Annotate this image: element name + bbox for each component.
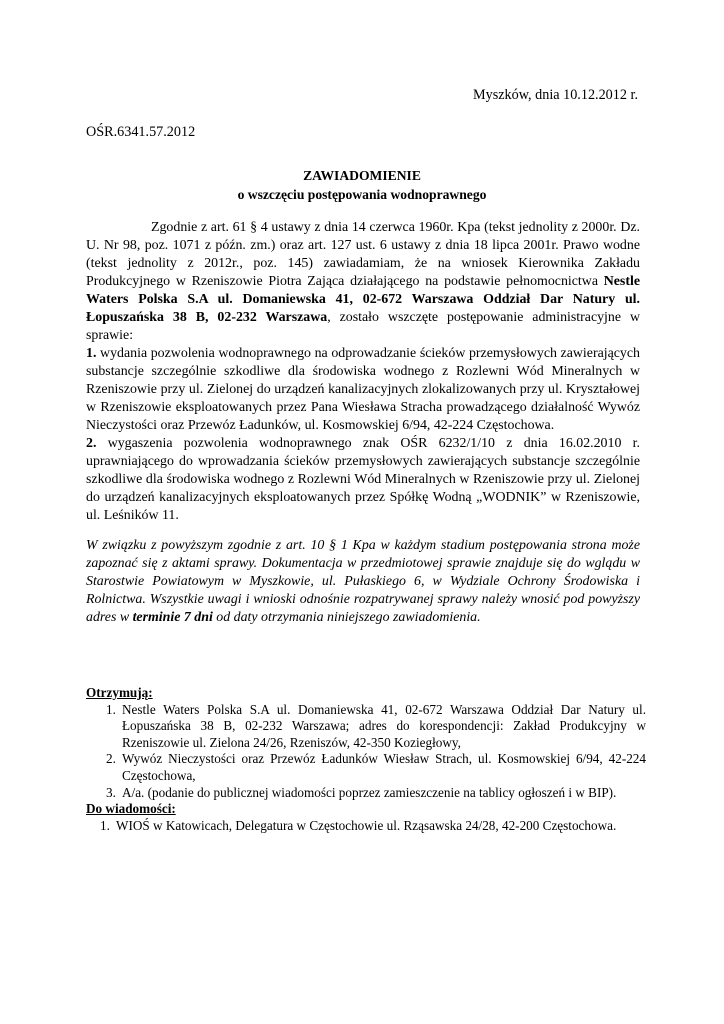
list-item-number: 3. (106, 784, 116, 800)
list-item (86, 818, 646, 835)
document-title: ZAWIADOMIENIE (303, 168, 421, 183)
deadline: terminie 7 dni (132, 610, 213, 625)
intro-text-end: , zostało wszczęte postępowanie administracyjne w sprawie: (86, 310, 641, 343)
cc-list (86, 818, 646, 835)
item-1-text: wydania pozwolenia wodnoprawnego na odprowadzanie ścieków przemysłowych zawierających substancje szczególnie szkodliwe dla środowiska wodnego z Rozlewni Wód Mineralnych w Rzeniszowie przy ul. Zielonej do urządzeń kanalizacyjnych zlokalizowanych przy ul. Kryształowej w Rzeniszowie eksploatowanych przez Pana Wiesława Stracha prowadzącego działalność Wywóz Nieczystości oraz Przewóz Ładunków, ul. Kosmowskiej 6/94, 42-224 Częstochowa. (86, 346, 640, 433)
place-and-date: Myszków, dnia 10.12.2012 r. (473, 87, 638, 103)
item-2-number: 2. (86, 436, 97, 451)
recipients-section (86, 685, 646, 834)
list-item-number: 1. (100, 817, 110, 833)
recipients-heading: Otrzymują: (86, 685, 153, 700)
cc-heading: Do wiadomości: (86, 801, 176, 817)
list-item (86, 751, 646, 784)
list-item-text: Nestle Waters Polska S.A ul. Domaniewska 41, 02-672 Warszawa Oddział Dar Natury ul. Łopuszańska 38 B, 02-232 Warszawa; adres do korespondencji: Zakład Produkcyjny w Rzeniszowie ul. Zielona 24/26, Rzeniszów, 42-350 Koziegłowy, (122, 701, 646, 750)
intro-text: Zgodnie z art. 61 § 4 ustawy z dnia 14 czerwca 1960r. Kpa (tekst jednolity z 2000r. Dz. U. Nr 98, poz. 1071 z późn. zm.) oraz art. 127 ust. 6 ustawy z dnia 18 lipca 2001r. Prawo wodne (tekst jednolity z 2012r., poz. 145) zawiadamiam, że na wniosek Kierownika Zakładu Produkcyjnego w Rzeniszowie Piotra Zająca działającego na podstawie pełnomocnictwa (86, 220, 640, 289)
list-item-number: 2. (106, 751, 116, 767)
list-item (86, 785, 646, 802)
list-item-text: WIOŚ w Katowicach, Delegatura w Częstochowie ul. Rząsawska 24/28, 42-200 Częstochowa. (116, 817, 617, 833)
document-subtitle: o wszczęciu postępowania wodnoprawnego (237, 187, 487, 202)
list-item-text: Wywóz Nieczystości oraz Przewóz Ładunków Wiesław Strach, ul. Kosmowskiej 6/94, 42-224 Częstochowa, (122, 751, 646, 783)
item-1-number: 1. (86, 346, 97, 361)
recipients-list (86, 702, 646, 802)
case-signature: OŚR.6341.57.2012 (86, 124, 196, 140)
applicant-name: Nestle Waters Polska S.A ul. Domaniewska 41, 02-672 Warszawa Oddział Dar Natury ul. Łopuszańska 38 B, 02-232 Warszawa (86, 274, 640, 325)
document-body (86, 219, 640, 627)
list-item-text: A/a. (podanie do publicznej wiadomości poprzez zamieszczenie na tablicy ogłoszeń i w BIP). (122, 784, 617, 800)
item-1 (86, 345, 640, 435)
item-2-text: wygaszenia pozwolenia wodnoprawnego znak OŚR 6232/1/10 z dnia 16.02.2010 r. uprawniającego do wprowadzania ścieków przemysłowych zawierających substancje szczególnie szkodliwe dla środowiska wodnego z Rozlewni Wód Mineralnych w Rzeniszowie przy ul. Zielonej do urządzeń kanalizacyjnych eksploatowanych przez Spółkę Wodną „WODNIK” w Rzeniszowie, ul. Leśników 11. (86, 436, 640, 523)
notice-paragraph (86, 537, 640, 627)
notice-text: W związku z powyższym zgodnie z art. 10 § 1 Kpa w każdym stadium postępowania strona może zapoznać się z aktami sprawy. Dokumentacja w przedmiotowej sprawie znajduje się do wglądu w Starostwie Powiatowym w Myszkowie, ul. Pułaskiego 6, w Wydziale Ochrony Środowiska i Rolnictwa. Wszystkie uwagi i wnioski odnośnie rozpatrywanej sprawy należy wnosić pod powyższy adres w (86, 538, 640, 625)
item-2 (86, 435, 640, 525)
list-item-number: 1. (106, 701, 116, 717)
intro-paragraph (86, 219, 640, 345)
list-item (86, 702, 646, 752)
notice-text-end: od daty otrzymania niniejszego zawiadomienia. (212, 610, 481, 625)
